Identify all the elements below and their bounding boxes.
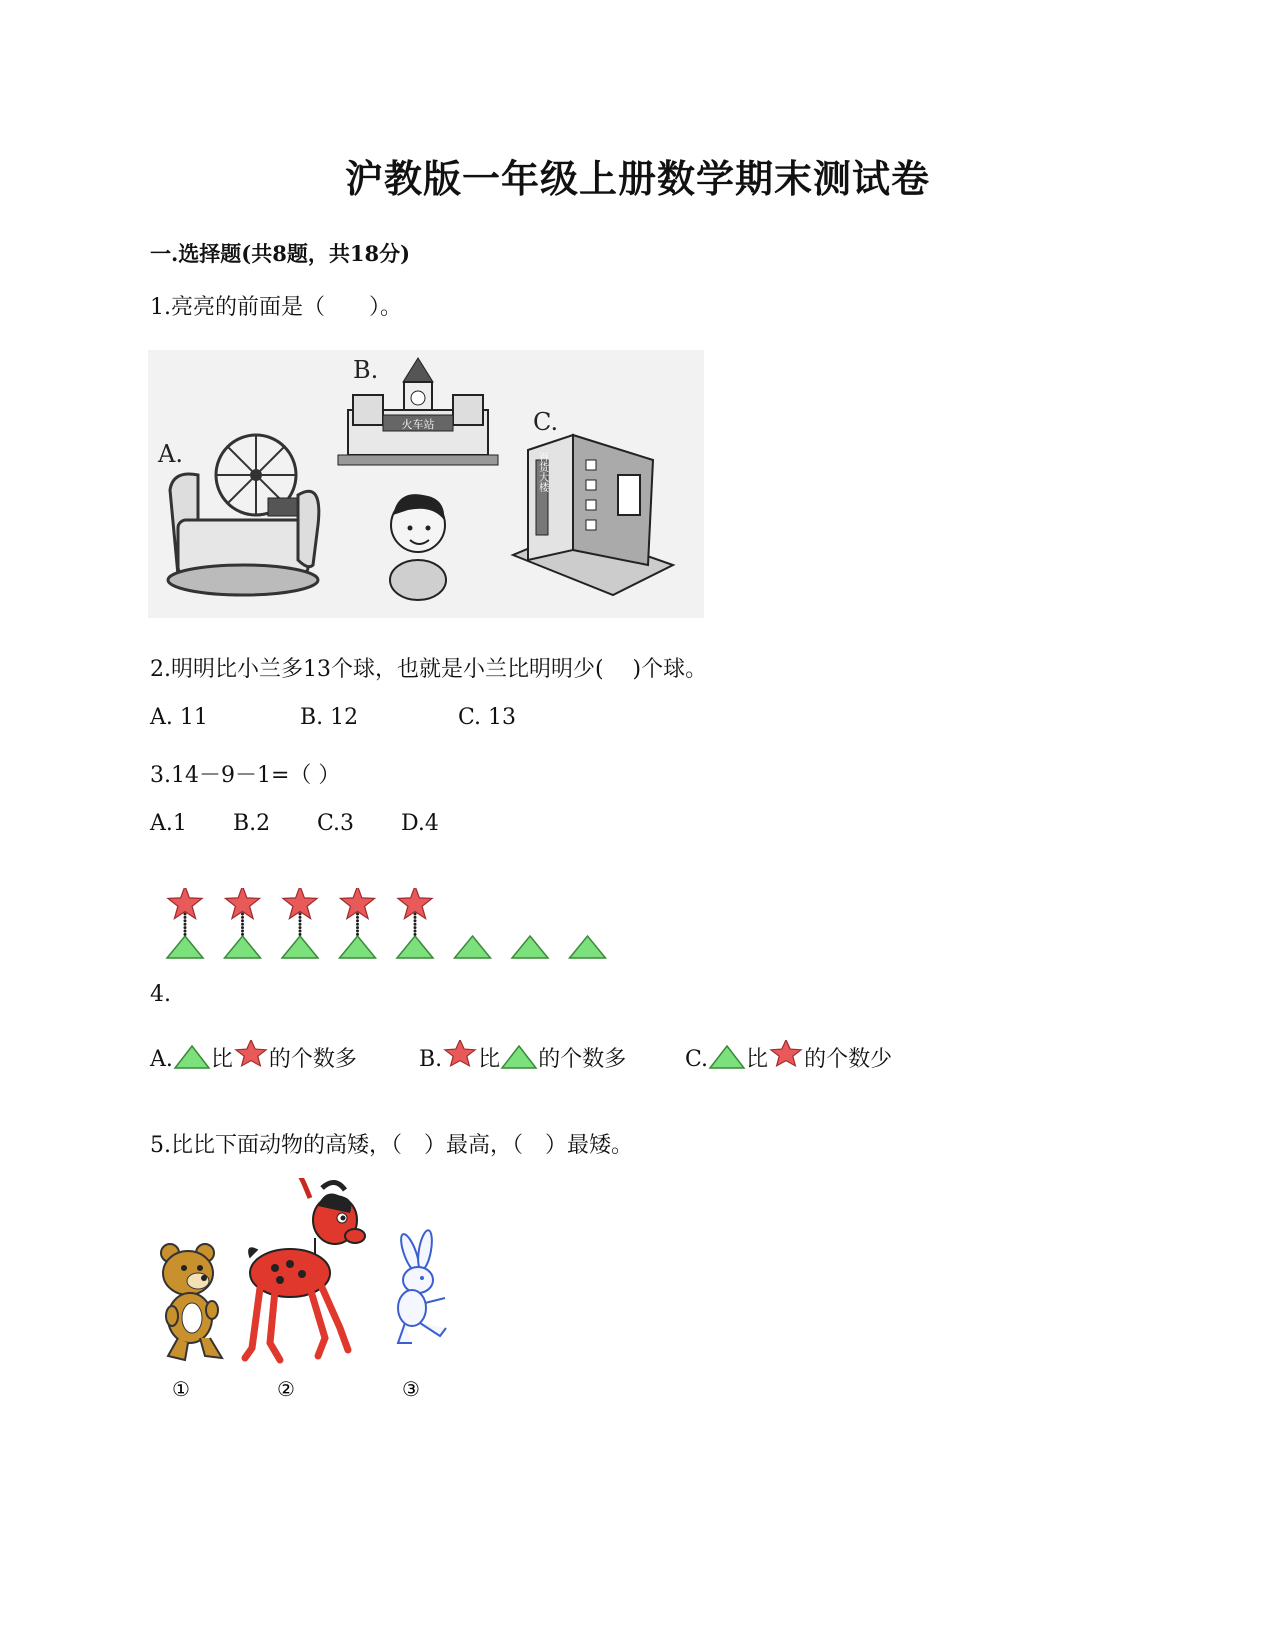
q3-option-a[interactable]: A.1 (150, 811, 187, 836)
triangle-mark (455, 936, 491, 958)
dotted-connector (414, 913, 417, 936)
q4-option-a-tail: 的个数多 (268, 1047, 357, 1072)
q4-option-a-letter: A. (150, 1047, 173, 1072)
q2-option-c[interactable]: C. 13 (458, 705, 517, 730)
question-5: 5.比比下面动物的高矮，（ ）最高，（ ）最矮。 (150, 1133, 633, 1158)
question-2: 2.明明比小兰多13个球，也就是小兰比明明少( )个球。 (150, 657, 708, 682)
dotted-connector (184, 913, 187, 936)
svg-text:C.: C. (533, 408, 559, 436)
page-title: 沪教版一年级上册数学期末测试卷 (344, 156, 930, 201)
train-station-image (338, 356, 498, 465)
department-store-image (513, 408, 673, 595)
triangle-mark (225, 936, 261, 958)
amusement-park-image (157, 435, 319, 595)
star-icon (442, 1040, 478, 1070)
section-heading: 一.选择题(共8题，共18分) (150, 241, 411, 266)
svg-text:B.: B. (353, 356, 379, 384)
question-1: 1.亮亮的前面是（ ）。 (150, 295, 402, 320)
triangle-mark (570, 936, 606, 958)
question-3: 3.14－9－1=（ ） (150, 763, 341, 788)
deer-image (245, 1178, 365, 1360)
q5-animals-figure (150, 1178, 480, 1408)
q4-option-a[interactable] (150, 1040, 357, 1073)
dotted-connector (299, 913, 302, 936)
svg-text:百货大楼: 百货大楼 (536, 452, 548, 492)
label-3: ③ (402, 1377, 420, 1401)
star-icon (768, 1040, 804, 1070)
triangle-mark (512, 936, 548, 958)
q4-star-triangle-figure (165, 888, 635, 998)
q3-option-d[interactable]: D.4 (401, 811, 439, 836)
rabbit-image (398, 1229, 446, 1343)
q4-option-b-compare: 比 (478, 1047, 501, 1072)
dotted-connector (356, 913, 359, 936)
q4-option-c[interactable] (685, 1040, 892, 1073)
q4-option-b-tail: 的个数多 (538, 1047, 627, 1072)
q4-option-c-letter: C. (685, 1047, 709, 1072)
q4-option-b[interactable] (419, 1040, 626, 1073)
svg-text:A.: A. (158, 440, 183, 468)
dotted-connector (241, 913, 244, 936)
star-icon (233, 1040, 269, 1070)
label-1: ① (172, 1377, 190, 1401)
q4-option-a-compare: 比 (210, 1047, 233, 1072)
q2-option-b[interactable]: B. 12 (300, 705, 359, 730)
triangle-mark (340, 936, 376, 958)
q3-option-c[interactable]: C.3 (317, 811, 355, 836)
triangle-mark (397, 936, 433, 958)
q1-illustration (148, 350, 704, 618)
q4-option-c-tail: 的个数少 (804, 1047, 893, 1072)
triangle-mark (167, 936, 203, 958)
q4-option-b-letter: B. (419, 1047, 443, 1072)
triangle-icon (708, 1044, 746, 1070)
triangle-icon (500, 1044, 538, 1070)
triangle-icon (173, 1044, 211, 1070)
triangle-mark (282, 936, 318, 958)
q2-option-a[interactable]: A. 11 (150, 705, 208, 730)
q4-option-c-compare: 比 (746, 1047, 769, 1072)
question-4-number: 4. (150, 982, 171, 1007)
svg-text:火车站: 火车站 (401, 418, 435, 431)
label-2: ② (277, 1377, 295, 1401)
q3-option-b[interactable]: B.2 (233, 811, 271, 836)
bear-image (161, 1244, 222, 1360)
boy-liangliang-image (390, 494, 446, 600)
